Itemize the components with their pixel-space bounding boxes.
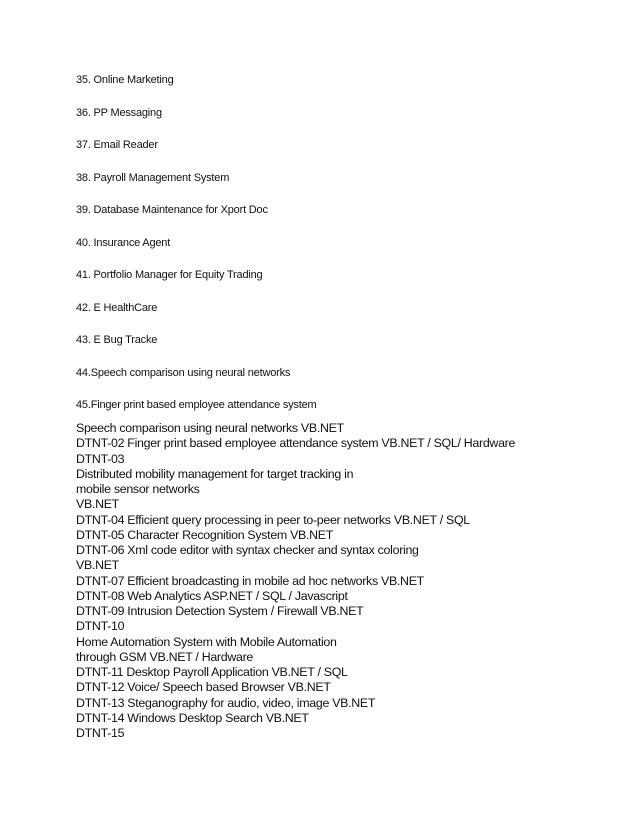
text-line: DTNT-02 Finger print based employee attendance system VB.NET / SQL/ Hardware <box>76 436 516 451</box>
text-line: through GSM VB.NET / Hardware <box>76 649 254 664</box>
list-item: 37. Email Reader <box>76 139 158 151</box>
project-code-list <box>76 421 616 741</box>
text-line: DTNT-13 Steganography for audio, video, image VB.NET <box>76 695 376 710</box>
text-line: DTNT-07 Efficient broadcasting in mobile ad hoc networks VB.NET <box>76 573 424 588</box>
text-line: DTNT-15 <box>76 726 125 740</box>
text-line: DTNT-14 Windows Desktop Search VB.NET <box>76 710 309 725</box>
list-item: 38. Payroll Management System <box>76 171 230 184</box>
list-item: 40. Insurance Agent <box>76 236 171 249</box>
list-item: 36. PP Messaging <box>76 106 162 119</box>
numbered-project-list <box>76 73 596 431</box>
text-line: DTNT-11 Desktop Payroll Application VB.NET / SQL <box>76 665 348 679</box>
text-line: DTNT-04 Efficient query processing in peer to-peer networks VB.NET / SQL <box>76 512 470 527</box>
text-line: DTNT-10 <box>76 619 125 634</box>
list-item: 39. Database Maintenance for Xport Doc <box>76 204 268 216</box>
list-item: 43. E Bug Tracke <box>76 334 158 346</box>
text-line: Home Automation System with Mobile Automation <box>76 634 337 649</box>
list-item: 44.Speech comparison using neural networks <box>76 366 291 379</box>
text-line: VB.NET <box>76 558 119 573</box>
text-line: Distributed mobility management for target tracking in <box>76 466 354 481</box>
text-line: VB.NET <box>76 497 119 512</box>
text-line: mobile sensor networks <box>76 482 200 496</box>
text-line: DTNT-03 <box>76 451 125 466</box>
text-line: DTNT-05 Character Recognition System VB.NET <box>76 527 334 542</box>
text-line: Speech comparison using neural networks VB.NET <box>76 421 344 435</box>
text-line: DTNT-08 Web Analytics ASP.NET / SQL / Javascript <box>76 588 348 603</box>
list-item: 45.Finger print based employee attendance system <box>76 399 317 411</box>
text-line: DTNT-06 Xml code editor with syntax checker and syntax coloring <box>76 543 419 557</box>
list-item: 35. Online Marketing <box>76 74 174 86</box>
text-line: DTNT-09 Intrusion Detection System / Firewall VB.NET <box>76 604 364 618</box>
list-item: 41. Portfolio Manager for Equity Trading <box>76 269 263 281</box>
text-line: DTNT-12 Voice/ Speech based Browser VB.NET <box>76 680 331 695</box>
list-item: 42. E HealthCare <box>76 301 158 314</box>
